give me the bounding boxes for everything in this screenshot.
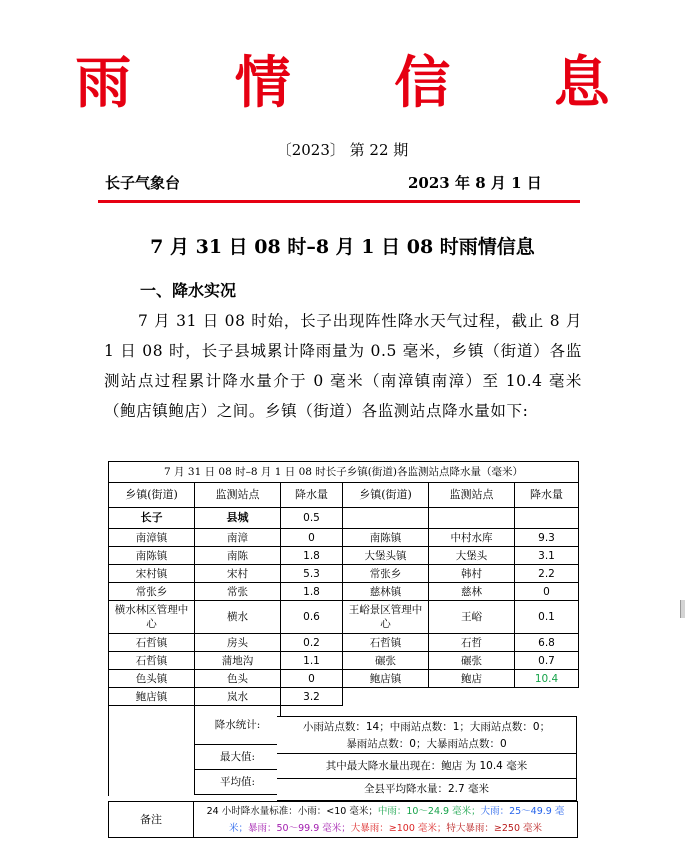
stats-left-blank — [109, 706, 195, 796]
cell-value: 1.8 — [281, 583, 343, 601]
cell-station: 岚水 — [195, 688, 281, 706]
cell-value: 2.2 — [515, 565, 579, 583]
cell-value: 0.6 — [281, 601, 343, 634]
report-headline: 7 月 31 日 08 时–8 月 1 日 08 时雨情信息 — [150, 236, 535, 258]
cell-station: 碾张 — [429, 652, 515, 670]
header-cell: 降水量 — [281, 483, 343, 508]
cell-town: 南陈镇 — [343, 529, 429, 547]
cell-town: 常张乡 — [343, 565, 429, 583]
cell-town: 王峪景区管理中心 — [343, 601, 429, 634]
cell-station: 王峪 — [429, 601, 515, 634]
issuer-name: 长子气象台 — [105, 174, 181, 192]
cell-value: 0 — [281, 670, 343, 688]
stats-avg-label: 平均值: — [195, 770, 281, 795]
table-row — [109, 529, 579, 547]
cell-station: 鲍店 — [429, 670, 515, 688]
stats-avg-text: 全县平均降水量：2.7 毫米 — [277, 779, 577, 801]
remark-big-rainstorm: 大暴雨：≥100 毫米； — [350, 823, 447, 834]
table-row — [109, 601, 579, 634]
cell-value: 3.2 — [281, 688, 343, 706]
remark-light: 24 小时降水量标准：小雨：<10 毫米； — [206, 806, 378, 817]
cell-town: 石哲镇 — [343, 634, 429, 652]
cell-town: 南漳镇 — [109, 529, 195, 547]
table-row — [109, 547, 579, 565]
table-row — [109, 583, 579, 601]
cell-station: 色头 — [195, 670, 281, 688]
cell-station: 慈林 — [429, 583, 515, 601]
cell-town: 鲍店镇 — [343, 670, 429, 688]
stats-count-line-2: 暴雨站点数：0；大暴雨站点数：0 — [346, 738, 507, 750]
stats-count-label: 降水统计: — [195, 706, 281, 745]
cell-town: 常张乡 — [109, 583, 195, 601]
cell-value: 0.7 — [515, 652, 579, 670]
cell-value — [515, 508, 579, 529]
table-row — [109, 565, 579, 583]
cell-station: 县城 — [195, 508, 281, 529]
cell-station: 韩村 — [429, 565, 515, 583]
header-cell: 降水量 — [515, 483, 579, 508]
cell-station: 房头 — [195, 634, 281, 652]
cell-town: 宋村镇 — [109, 565, 195, 583]
cell-value: 5.3 — [281, 565, 343, 583]
cell-station: 蒲地沟 — [195, 652, 281, 670]
header-cell: 监测站点 — [429, 483, 515, 508]
cell-value: 0 — [515, 583, 579, 601]
cell-town: 大堡头镇 — [343, 547, 429, 565]
issue-date: 2023 年 8 月 1 日 — [408, 174, 542, 192]
cell-value: 6.8 — [515, 634, 579, 652]
cell-town: 横水林区管理中心 — [109, 601, 195, 634]
cell-value: 3.1 — [515, 547, 579, 565]
cell-station: 石哲 — [429, 634, 515, 652]
table-row — [109, 652, 579, 670]
header-cell: 监测站点 — [195, 483, 281, 508]
cell-station: 南陈 — [195, 547, 281, 565]
document-title: 雨 情 信 息 — [75, 50, 652, 116]
cell-value: 0.5 — [281, 508, 343, 529]
cell-value: 1.1 — [281, 652, 343, 670]
table-header-row — [109, 483, 579, 508]
cell-value: 0 — [281, 529, 343, 547]
header-cell: 乡镇(街道) — [343, 483, 429, 508]
red-divider — [98, 200, 580, 203]
table-row — [109, 670, 579, 688]
cell-town: 色头镇 — [109, 670, 195, 688]
cell-value: 0.2 — [281, 634, 343, 652]
cell-station: 大堡头 — [429, 547, 515, 565]
cell-station: 常张 — [195, 583, 281, 601]
cell-station: 宋村 — [195, 565, 281, 583]
cell-station: 中村水库 — [429, 529, 515, 547]
section-heading: 一、降水实况 — [140, 281, 237, 300]
cell-value: 9.3 — [515, 529, 579, 547]
cell-town: 石哲镇 — [109, 652, 195, 670]
remark-moderate: 中雨：10～24.9 毫米； — [377, 806, 481, 817]
remarks-text — [193, 801, 578, 838]
remark-heavy: 大雨：25～49.9 毫 — [480, 806, 565, 817]
cell-town: 南陈镇 — [109, 547, 195, 565]
table-caption: 7 月 31 日 08 时–8 月 1 日 08 时长子乡镇(街道)各监测站点降水量（毫米） — [109, 462, 579, 483]
remarks-label: 备注 — [108, 801, 194, 838]
cell-town: 长子 — [109, 508, 195, 529]
cell-town — [343, 508, 429, 529]
table-row — [109, 508, 579, 529]
cell-town: 慈林镇 — [343, 583, 429, 601]
cell-value-max: 10.4 — [515, 670, 579, 688]
cell-value: 1.8 — [281, 547, 343, 565]
cell-town: 碾张 — [343, 652, 429, 670]
cell-town: 鲍店镇 — [109, 688, 195, 706]
table-row — [109, 688, 579, 706]
table-row — [109, 634, 579, 652]
cell-station — [429, 508, 515, 529]
stats-count-text — [277, 716, 577, 754]
cell-station: 南漳 — [195, 529, 281, 547]
stats-count-line-1: 小雨站点数：14；中雨站点数：1；大雨站点数：0； — [302, 721, 551, 733]
cell-value: 0.1 — [515, 601, 579, 634]
remark-rainstorm: 暴雨：50～99.9 毫米； — [248, 823, 351, 834]
stats-max-label: 最大值: — [195, 745, 281, 770]
issue-number: 〔2023〕 第 22 期 — [276, 141, 409, 159]
cell-station: 横水 — [195, 601, 281, 634]
section-body: 7 月 31 日 08 时始，长子出现阵性降水天气过程，截止 8 月 1 日 08 时，长子县城累计降雨量为 0.5 毫米，乡镇（街道）各监测站点过程累计降水量介于 0 毫米（南漳镇南漳）至 10.4 毫米（鲍店镇鲍店）之间。乡镇（街道）各监测站点降水量如下: — [104, 312, 582, 420]
stats-max-text: 其中最大降水量出现在：鲍店 为 10.4 毫米 — [277, 754, 577, 779]
page-edge-marker — [680, 600, 685, 618]
header-cell: 乡镇(街道) — [109, 483, 195, 508]
cell-town: 石哲镇 — [109, 634, 195, 652]
remark-heavy-cont: 米； — [228, 823, 248, 834]
remark-extreme: 特大暴雨：≥250 毫米 — [446, 823, 543, 834]
